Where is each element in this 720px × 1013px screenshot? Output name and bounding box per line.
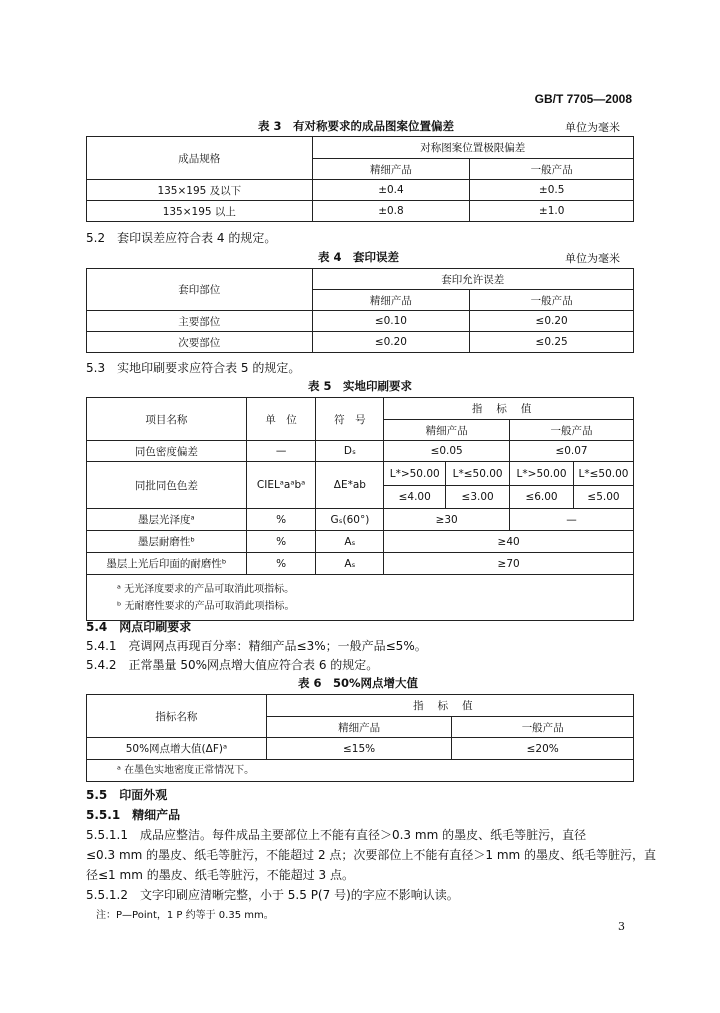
section-5-4-1: 5.4.1 亮调网点再现百分率：精细产品≤3%；一般产品≤5%。	[86, 639, 427, 653]
table5-notes	[87, 575, 634, 621]
table6-cell: ≤15%	[266, 738, 452, 760]
table3-cell: 135×195 以上	[87, 201, 313, 222]
table5-cell: 墨层光泽度ᵃ	[87, 509, 247, 531]
table-row	[87, 332, 634, 353]
table5-header-group: 指标值	[384, 398, 634, 420]
table5-cell: Aₛ	[316, 553, 384, 575]
section-5-4: 5.4 网点印刷要求	[86, 620, 192, 634]
table-row	[87, 441, 634, 462]
table5-cell: ≥30	[384, 509, 510, 531]
table3-header-spec: 成品规格	[87, 137, 313, 180]
table5-cell: ≤4.00	[384, 486, 446, 509]
table5-cell: ≤5.00	[573, 486, 633, 509]
table4-cell: 次要部位	[87, 332, 313, 353]
table5-cell: L*>50.00	[384, 462, 446, 486]
table5-cell: ≤0.05	[384, 441, 510, 462]
note-point: 注：P—Point，1 P 约等于 0.35 mm。	[96, 910, 274, 921]
table5-cell: ΔE*ab	[316, 462, 384, 509]
table3	[86, 136, 634, 222]
section-5-5-1: 5.5.1 精细产品	[86, 808, 181, 822]
table5-cell: —	[510, 509, 634, 531]
table3-cell: ±0.4	[312, 180, 470, 201]
table5-header-item: 项目名称	[87, 398, 247, 441]
page-number: 3	[618, 920, 625, 933]
table5-caption: 表 5 实地印刷要求	[308, 379, 413, 393]
table5-cell: —	[246, 441, 316, 462]
table-row	[87, 462, 634, 486]
table-row	[87, 738, 634, 760]
section-5-5: 5.5 印面外观	[86, 788, 168, 802]
section-5-5-1-2: 5.5.1.2 文字印刷应清晰完整，小于 5.5 P(7 号)的字应不影响认读。	[86, 888, 459, 902]
table3-header-group: 对称图案位置极限偏差	[312, 137, 633, 159]
table5-cell: %	[246, 531, 316, 553]
table-row	[87, 311, 634, 332]
table5-cell: ≤3.00	[446, 486, 510, 509]
table4-cell: ≤0.25	[470, 332, 634, 353]
table3-caption: 表 3 有对称要求的成品图案位置偏差	[258, 119, 455, 133]
table5-header-general: 一般产品	[510, 420, 634, 441]
table5-cell: Aₛ	[316, 531, 384, 553]
table5-cell: L*>50.00	[510, 462, 574, 486]
table-row	[87, 531, 634, 553]
section-5-5-1-1-line2: ≤0.3 mm 的墨皮、纸毛等脏污，不能超过 2 点；次要部位上不能有直径＞1 mm 的墨皮、纸毛等脏污，直	[86, 848, 657, 862]
table-row	[87, 180, 634, 201]
table4-header-fine: 精细产品	[312, 290, 470, 311]
table5-note-a: ᵃ 无光泽度要求的产品可取消此项指标。	[117, 583, 295, 595]
table6-cell: ≤20%	[452, 738, 634, 760]
table4-header-group: 套印允许误差	[312, 269, 633, 290]
table4-header-part: 套印部位	[87, 269, 313, 311]
table5-cell: L*≤50.00	[573, 462, 633, 486]
table5-cell: 同批同色色差	[87, 462, 247, 509]
table3-unit: 单位为毫米	[565, 121, 620, 134]
table5-cell: ≥40	[384, 531, 634, 553]
table6-header-general: 一般产品	[452, 717, 634, 738]
table5-cell: %	[246, 509, 316, 531]
table5-header-unit: 单 位	[246, 398, 316, 441]
table5-header-symbol: 符 号	[316, 398, 384, 441]
table4-cell: 主要部位	[87, 311, 313, 332]
table6-header-name: 指标名称	[87, 695, 267, 738]
section-5-4-2: 5.4.2 正常墨量 50%网点增大值应符合表 6 的规定。	[86, 658, 379, 672]
table3-header-fine: 精细产品	[312, 159, 470, 180]
table3-cell: ±1.0	[470, 201, 634, 222]
table5-note-b: ᵇ 无耐磨性要求的产品可取消此项指标。	[117, 600, 295, 612]
section-5-5-1-1-line1: 5.5.1.1 成品应整洁。每件成品主要部位上不能有直径＞0.3 mm 的墨皮、纸毛等脏污，直径	[86, 828, 587, 842]
table4-cell: ≤0.10	[312, 311, 470, 332]
section-5-2: 5.2 套印误差应符合表 4 的规定。	[86, 231, 277, 245]
table4	[86, 268, 634, 353]
table5-cell: ≤6.00	[510, 486, 574, 509]
table3-header-general: 一般产品	[470, 159, 634, 180]
table6-header-fine: 精细产品	[266, 717, 452, 738]
table4-cell: ≤0.20	[312, 332, 470, 353]
table-row	[87, 553, 634, 575]
table5	[86, 397, 634, 621]
table6-caption: 表 6 50%网点增大值	[298, 676, 419, 690]
table3-cell: ±0.8	[312, 201, 470, 222]
table5-cell: ≤0.07	[510, 441, 634, 462]
table5-cell: 墨层上光后印面的耐磨性ᵇ	[87, 553, 247, 575]
section-5-3: 5.3 实地印刷要求应符合表 5 的规定。	[86, 361, 301, 375]
table5-header-fine: 精细产品	[384, 420, 510, 441]
table6-note-a: ᵃ 在墨色实地密度正常情况下。	[87, 760, 634, 782]
table5-cell: 墨层耐磨性ᵇ	[87, 531, 247, 553]
table-row	[87, 201, 634, 222]
table5-cell: 同色密度偏差	[87, 441, 247, 462]
table5-cell: CIELᵃaᵃbᵃ	[246, 462, 316, 509]
table4-header-general: 一般产品	[470, 290, 634, 311]
standard-number: GB/T 7705—2008	[534, 92, 632, 106]
table5-cell: Dₛ	[316, 441, 384, 462]
table6-header-group: 指标值	[266, 695, 633, 717]
table3-cell: ±0.5	[470, 180, 634, 201]
table6	[86, 694, 634, 782]
section-5-5-1-1-line3: 径≤1 mm 的墨皮、纸毛等脏污，不能超过 3 点。	[86, 868, 354, 882]
table4-unit: 单位为毫米	[565, 252, 620, 265]
table5-cell: ≥70	[384, 553, 634, 575]
table5-cell: %	[246, 553, 316, 575]
table4-cell: ≤0.20	[470, 311, 634, 332]
table4-caption: 表 4 套印误差	[318, 250, 400, 264]
table5-cell: L*≤50.00	[446, 462, 510, 486]
table3-cell: 135×195 及以下	[87, 180, 313, 201]
table5-cell: Gₛ(60°)	[316, 509, 384, 531]
table-row	[87, 509, 634, 531]
table6-cell: 50%网点增大值(ΔF)ᵃ	[87, 738, 267, 760]
